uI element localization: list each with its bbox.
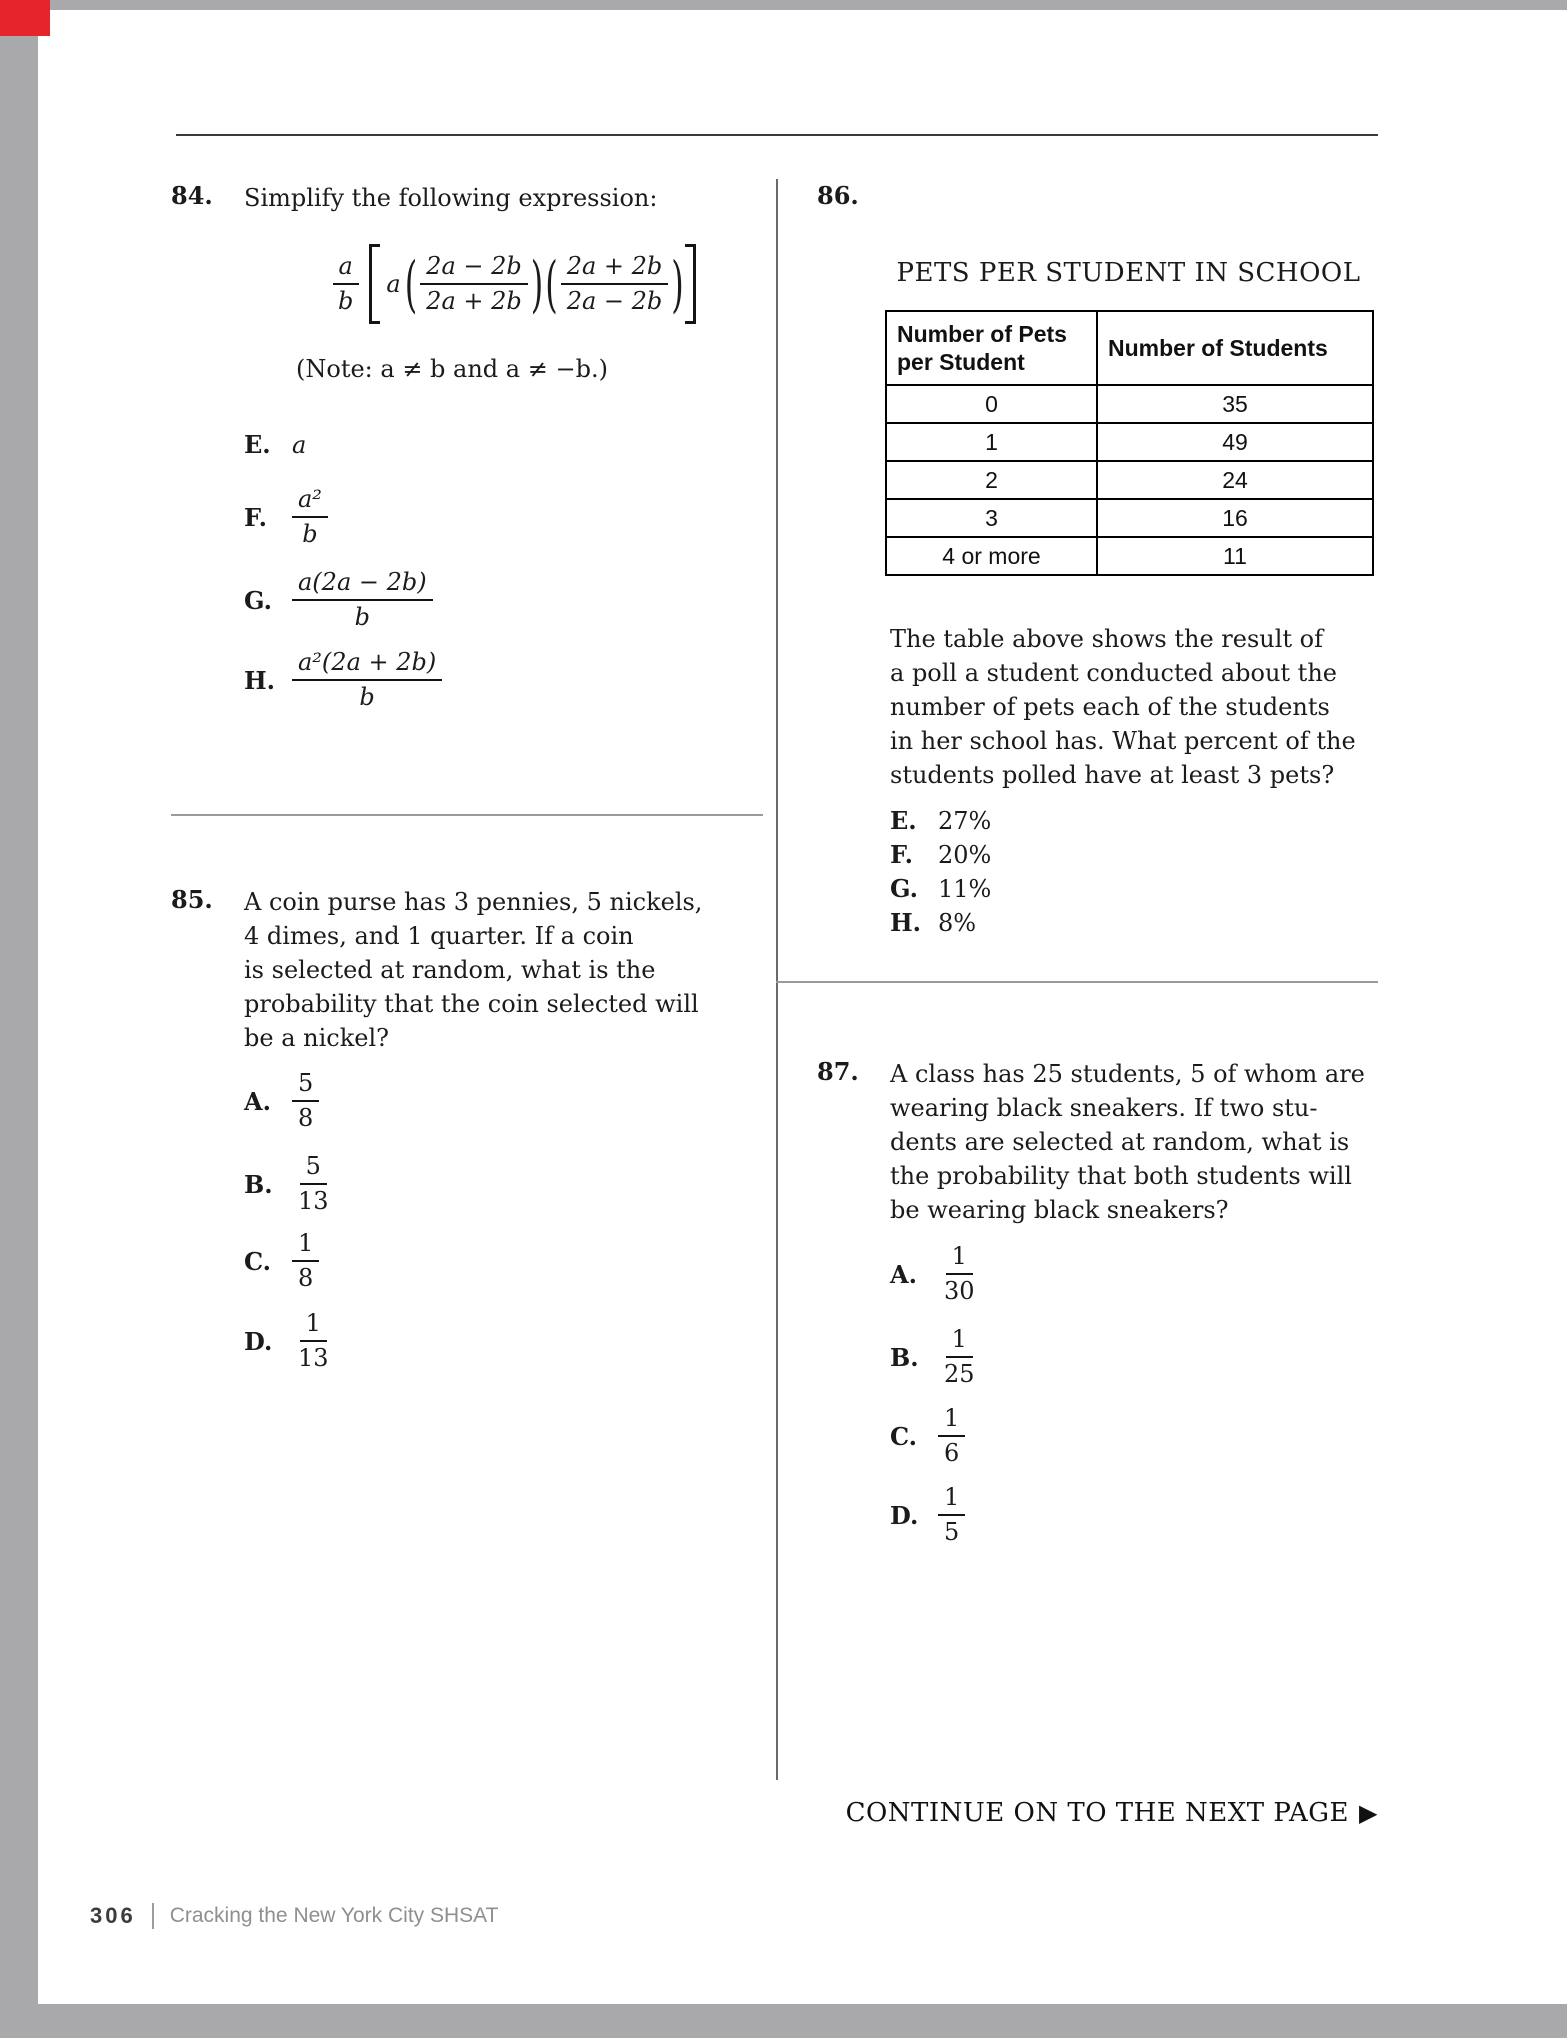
fraction-denominator: 30 xyxy=(944,1277,975,1305)
q86-choice-g xyxy=(890,874,991,903)
choice-label: G. xyxy=(890,874,918,903)
top-rule xyxy=(176,134,1378,136)
choice-fraction xyxy=(938,1405,965,1467)
cell-pets: 1 xyxy=(886,423,1097,461)
fraction-numerator: 5 xyxy=(300,1153,327,1185)
cell-pets: 4 or more xyxy=(886,537,1097,575)
left-paren: ( xyxy=(545,247,558,321)
fraction-numerator: 1 xyxy=(938,1484,965,1516)
fraction-numerator: a²(2a + 2b) xyxy=(292,649,442,681)
q84-note: (Note: a ≠ b and a ≠ −b.) xyxy=(296,355,608,383)
q87-prompt xyxy=(890,1057,1365,1227)
prompt-line: 4 dimes, and 1 quarter. If a coin xyxy=(244,922,634,950)
choice-label: B. xyxy=(890,1342,919,1372)
choice-fraction xyxy=(292,1230,319,1292)
prompt-line: the probability that both students will xyxy=(890,1162,1352,1190)
fraction-denominator: 2a + 2b xyxy=(426,287,522,315)
fraction-denominator: 13 xyxy=(298,1344,329,1372)
prompt-line: in her school has. What percent of the xyxy=(890,727,1356,755)
continue-text: CONTINUE ON TO THE NEXT PAGE xyxy=(845,1798,1350,1828)
choice-value: 27% xyxy=(938,806,992,835)
choice-label: C. xyxy=(244,1246,272,1276)
fraction-denominator: 8 xyxy=(298,1104,314,1132)
fraction-denominator: 6 xyxy=(944,1439,960,1467)
choice-label: B. xyxy=(244,1169,273,1199)
choice-value: 20% xyxy=(938,840,992,869)
fraction-denominator: 25 xyxy=(944,1360,975,1388)
q85-number: 85. xyxy=(171,885,213,914)
fraction-denominator: 13 xyxy=(298,1187,329,1215)
choice-label: A. xyxy=(890,1259,917,1289)
prompt-line: be wearing black sneakers? xyxy=(890,1196,1229,1224)
choice-fraction xyxy=(292,1310,335,1372)
choice-label: E. xyxy=(890,806,917,835)
choice-label: G. xyxy=(244,585,272,615)
corner-accent-red xyxy=(0,0,50,36)
q85-choice-b xyxy=(244,1153,335,1215)
q84-prompt: Simplify the following expression: xyxy=(244,184,658,212)
choice-fraction xyxy=(292,649,442,711)
q87-choice-a xyxy=(890,1243,981,1305)
q84-q85-divider-line xyxy=(171,814,763,816)
q87-choice-d xyxy=(890,1484,965,1546)
fraction-numerator: 1 xyxy=(938,1405,965,1437)
q84-choice-f xyxy=(244,486,328,548)
q86-choice-e xyxy=(890,806,991,835)
choice-label: C. xyxy=(890,1421,918,1451)
fraction-numerator: a xyxy=(333,253,359,285)
choice-value: 11% xyxy=(938,874,992,903)
fraction-denominator: 8 xyxy=(298,1264,314,1292)
choice-label: H. xyxy=(244,665,276,695)
prompt-line: The table above shows the result of xyxy=(890,625,1324,653)
prompt-line: probability that the coin selected will xyxy=(244,990,699,1018)
choice-fraction xyxy=(938,1243,981,1305)
table-row xyxy=(886,499,1373,537)
choice-label: D. xyxy=(890,1500,919,1530)
choice-label: D. xyxy=(244,1326,273,1356)
fraction-numerator: a² xyxy=(292,486,328,518)
fraction-numerator: 2a + 2b xyxy=(561,253,669,285)
fraction-numerator: 1 xyxy=(946,1326,973,1358)
q85-prompt xyxy=(244,885,702,1055)
q86-choice-f xyxy=(890,840,991,869)
expression-coefficient: a xyxy=(386,270,401,298)
left-paren: ( xyxy=(404,247,418,321)
q84-choice-h xyxy=(244,649,442,711)
fraction-denominator: b xyxy=(354,603,370,631)
q86-choice-h xyxy=(890,908,976,937)
expression-fraction-1 xyxy=(420,253,528,315)
prompt-line: be a nickel? xyxy=(244,1024,389,1052)
choice-fraction xyxy=(292,1070,319,1132)
q85-choice-c xyxy=(244,1230,319,1292)
column-divider-line xyxy=(776,179,778,1780)
page-frame-left-bar xyxy=(0,0,38,2038)
q84-choice-g xyxy=(244,569,433,631)
prompt-line: a poll a student conducted about the xyxy=(890,659,1337,687)
fraction-denominator: b xyxy=(359,683,375,711)
continue-arrow-icon: ▶ xyxy=(1359,1799,1378,1827)
choice-fraction xyxy=(938,1484,965,1546)
page-frame-bottom-bar xyxy=(0,2004,1567,2038)
pets-table-header-students: Number of Students xyxy=(1097,311,1373,385)
fraction-denominator: b xyxy=(302,520,318,548)
fraction-numerator: 5 xyxy=(292,1070,319,1102)
expression-fraction-2 xyxy=(561,253,669,315)
table-row xyxy=(886,423,1373,461)
fraction-numerator: 1 xyxy=(300,1310,327,1342)
cell-pets: 0 xyxy=(886,385,1097,423)
prompt-line: A class has 25 students, 5 of whom are xyxy=(890,1060,1365,1088)
fraction-denominator: 2a − 2b xyxy=(566,287,663,315)
fraction-numerator: 1 xyxy=(946,1243,973,1275)
q85-choice-a xyxy=(244,1070,319,1132)
choice-fraction xyxy=(292,1153,335,1215)
table-row xyxy=(886,537,1373,575)
prompt-line: is selected at random, what is the xyxy=(244,956,656,984)
choice-value: 8% xyxy=(938,908,977,937)
page-frame-top-bar xyxy=(0,0,1567,10)
fraction-denominator: b xyxy=(338,287,354,315)
pets-table xyxy=(885,310,1374,576)
table-row xyxy=(886,461,1373,499)
cell-students: 35 xyxy=(1097,385,1373,423)
expression-lead-fraction xyxy=(332,253,359,315)
pets-table-title: PETS PER STUDENT IN SCHOOL xyxy=(896,258,1361,288)
cell-students: 24 xyxy=(1097,461,1373,499)
q86-number: 86. xyxy=(817,181,859,210)
cell-students: 11 xyxy=(1097,537,1373,575)
footer-divider xyxy=(152,1903,154,1929)
choice-label: F. xyxy=(244,502,267,532)
choice-label: A. xyxy=(244,1086,271,1116)
choice-label: H. xyxy=(890,908,922,937)
q86-prompt xyxy=(890,622,1356,792)
table-row xyxy=(886,385,1373,423)
right-paren: ) xyxy=(530,247,544,321)
q85-choice-d xyxy=(244,1310,335,1372)
prompt-line: A coin purse has 3 pennies, 5 nickels, xyxy=(244,888,703,916)
choice-value: a xyxy=(292,430,307,459)
q87-choice-b xyxy=(890,1326,981,1388)
prompt-line: students polled have at least 3 pets? xyxy=(890,761,1335,789)
right-square-bracket xyxy=(685,244,696,324)
q87-choice-c xyxy=(890,1405,965,1467)
choice-fraction xyxy=(292,486,328,548)
q87-number: 87. xyxy=(817,1057,859,1086)
choice-fraction xyxy=(938,1326,981,1388)
choice-label: E. xyxy=(244,430,271,459)
fraction-numerator: 1 xyxy=(292,1230,319,1262)
left-square-bracket xyxy=(369,244,380,324)
cell-students: 49 xyxy=(1097,423,1373,461)
choice-fraction xyxy=(292,569,433,631)
table-header-row xyxy=(886,311,1373,385)
page-footer xyxy=(90,1903,498,1929)
footer-book-title: Cracking the New York City SHSAT xyxy=(169,1904,499,1927)
cell-pets: 2 xyxy=(886,461,1097,499)
cell-students: 16 xyxy=(1097,499,1373,537)
prompt-line: dents are selected at random, what is xyxy=(890,1128,1350,1156)
fraction-numerator: 2a − 2b xyxy=(420,253,528,285)
footer-page-number: 306 xyxy=(90,1903,136,1928)
right-paren: ) xyxy=(671,247,684,321)
q84-choice-e xyxy=(244,430,306,459)
cell-pets: 3 xyxy=(886,499,1097,537)
continue-notice xyxy=(846,1798,1378,1828)
q86-q87-divider-line xyxy=(776,981,1378,983)
pets-table-header-pets: Number of Pets per Student xyxy=(886,311,1097,385)
choice-label: F. xyxy=(890,840,913,869)
fraction-denominator: 5 xyxy=(944,1518,960,1546)
fraction-numerator: a(2a − 2b) xyxy=(292,569,433,601)
q84-number: 84. xyxy=(171,181,213,210)
prompt-line: number of pets each of the students xyxy=(890,693,1330,721)
q84-expression xyxy=(330,242,698,326)
prompt-line: wearing black sneakers. If two stu- xyxy=(890,1094,1318,1122)
